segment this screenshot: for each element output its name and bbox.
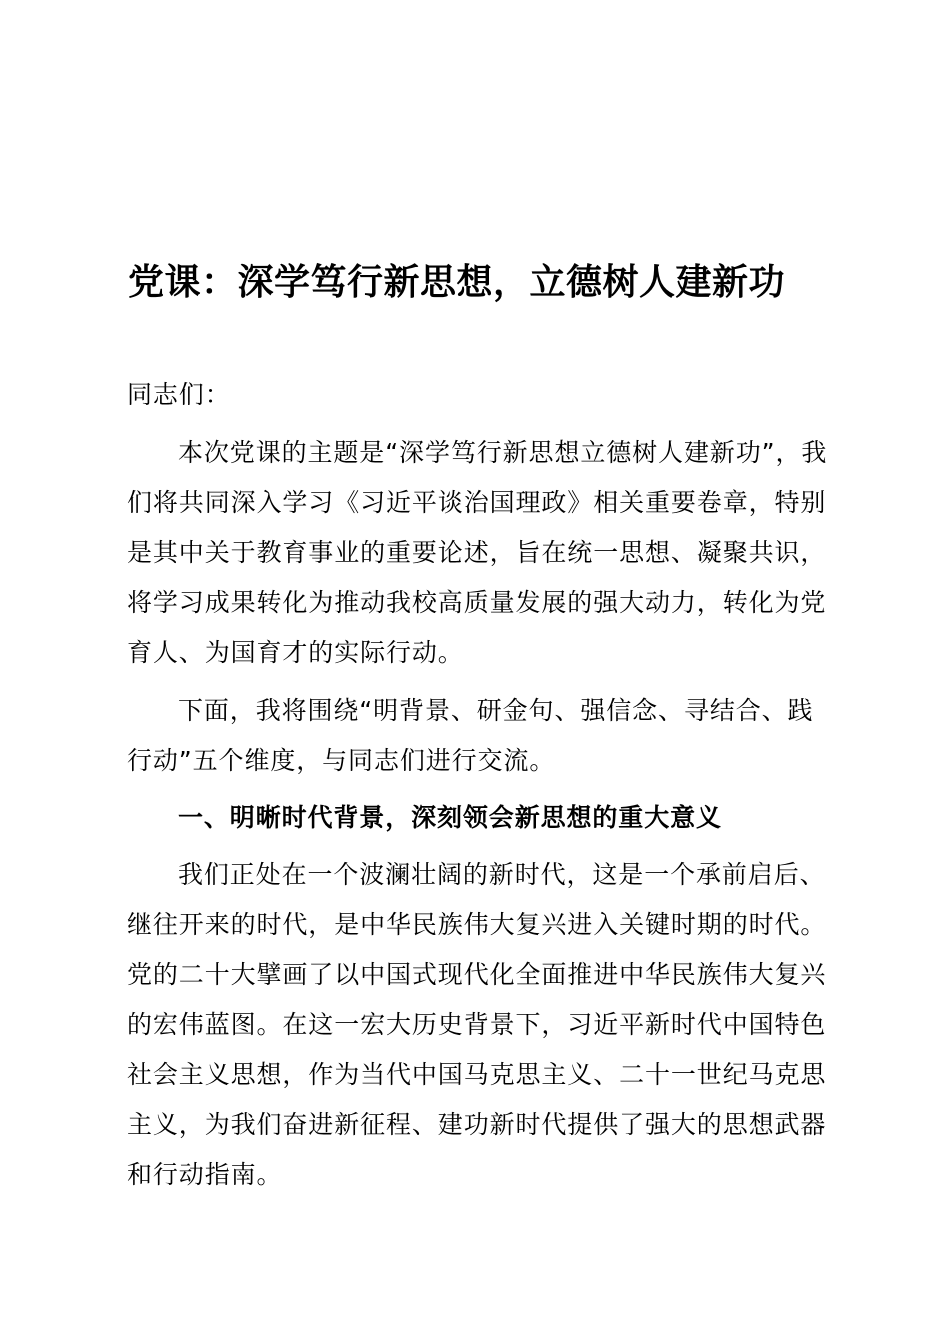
section-paragraph-line-5: 社会主义思想，作为当代中国马克思主义、二十一世纪马克思 bbox=[127, 1060, 827, 1089]
section-paragraph-line-3: 党的二十大擘画了以中国式现代化全面推进中华民族伟大复兴 bbox=[127, 960, 827, 989]
paragraph-1-line-2: 们将共同深入学习《习近平谈治国理政》相关重要卷章，特别 bbox=[127, 488, 827, 517]
paragraph-1-line-5: 育人、为国育才的实际行动。 bbox=[127, 638, 464, 667]
paragraph-1-line-4: 将学习成果转化为推动我校高质量发展的强大动力，转化为党 bbox=[127, 588, 827, 617]
salutation: 同志们： bbox=[127, 380, 231, 409]
section-paragraph-line-7: 和行动指南。 bbox=[127, 1160, 283, 1189]
section-paragraph-line-6: 主义，为我们奋进新征程、建功新时代提供了强大的思想武器 bbox=[127, 1110, 827, 1139]
paragraph-1-line-3: 是其中关于教育事业的重要论述，旨在统一思想、凝聚共识， bbox=[127, 538, 827, 567]
section-paragraph-line-2: 继往开来的时代，是中华民族伟大复兴进入关键时期的时代。 bbox=[127, 910, 827, 939]
document-title: 党课：深学笃行新思想，立德树人建新功 bbox=[128, 261, 786, 303]
section-paragraph-line-1: 我们正处在一个波澜壮阔的新时代，这是一个承前启后、 bbox=[178, 860, 826, 889]
section-paragraph-line-4: 的宏伟蓝图。在这一宏大历史背景下，习近平新时代中国特色 bbox=[127, 1010, 827, 1039]
paragraph-1-line-1: 本次党课的主题是“深学笃行新思想立德树人建新功”，我 bbox=[178, 438, 828, 467]
paragraph-2-line-1: 下面，我将围绕“明背景、研金句、强信念、寻结合、践 bbox=[178, 696, 814, 725]
section-heading-1: 一、明晰时代背景，深刻领会新思想的重大意义 bbox=[178, 803, 722, 832]
paragraph-2-line-2: 行动”五个维度，与同志们进行交流。 bbox=[127, 746, 556, 775]
